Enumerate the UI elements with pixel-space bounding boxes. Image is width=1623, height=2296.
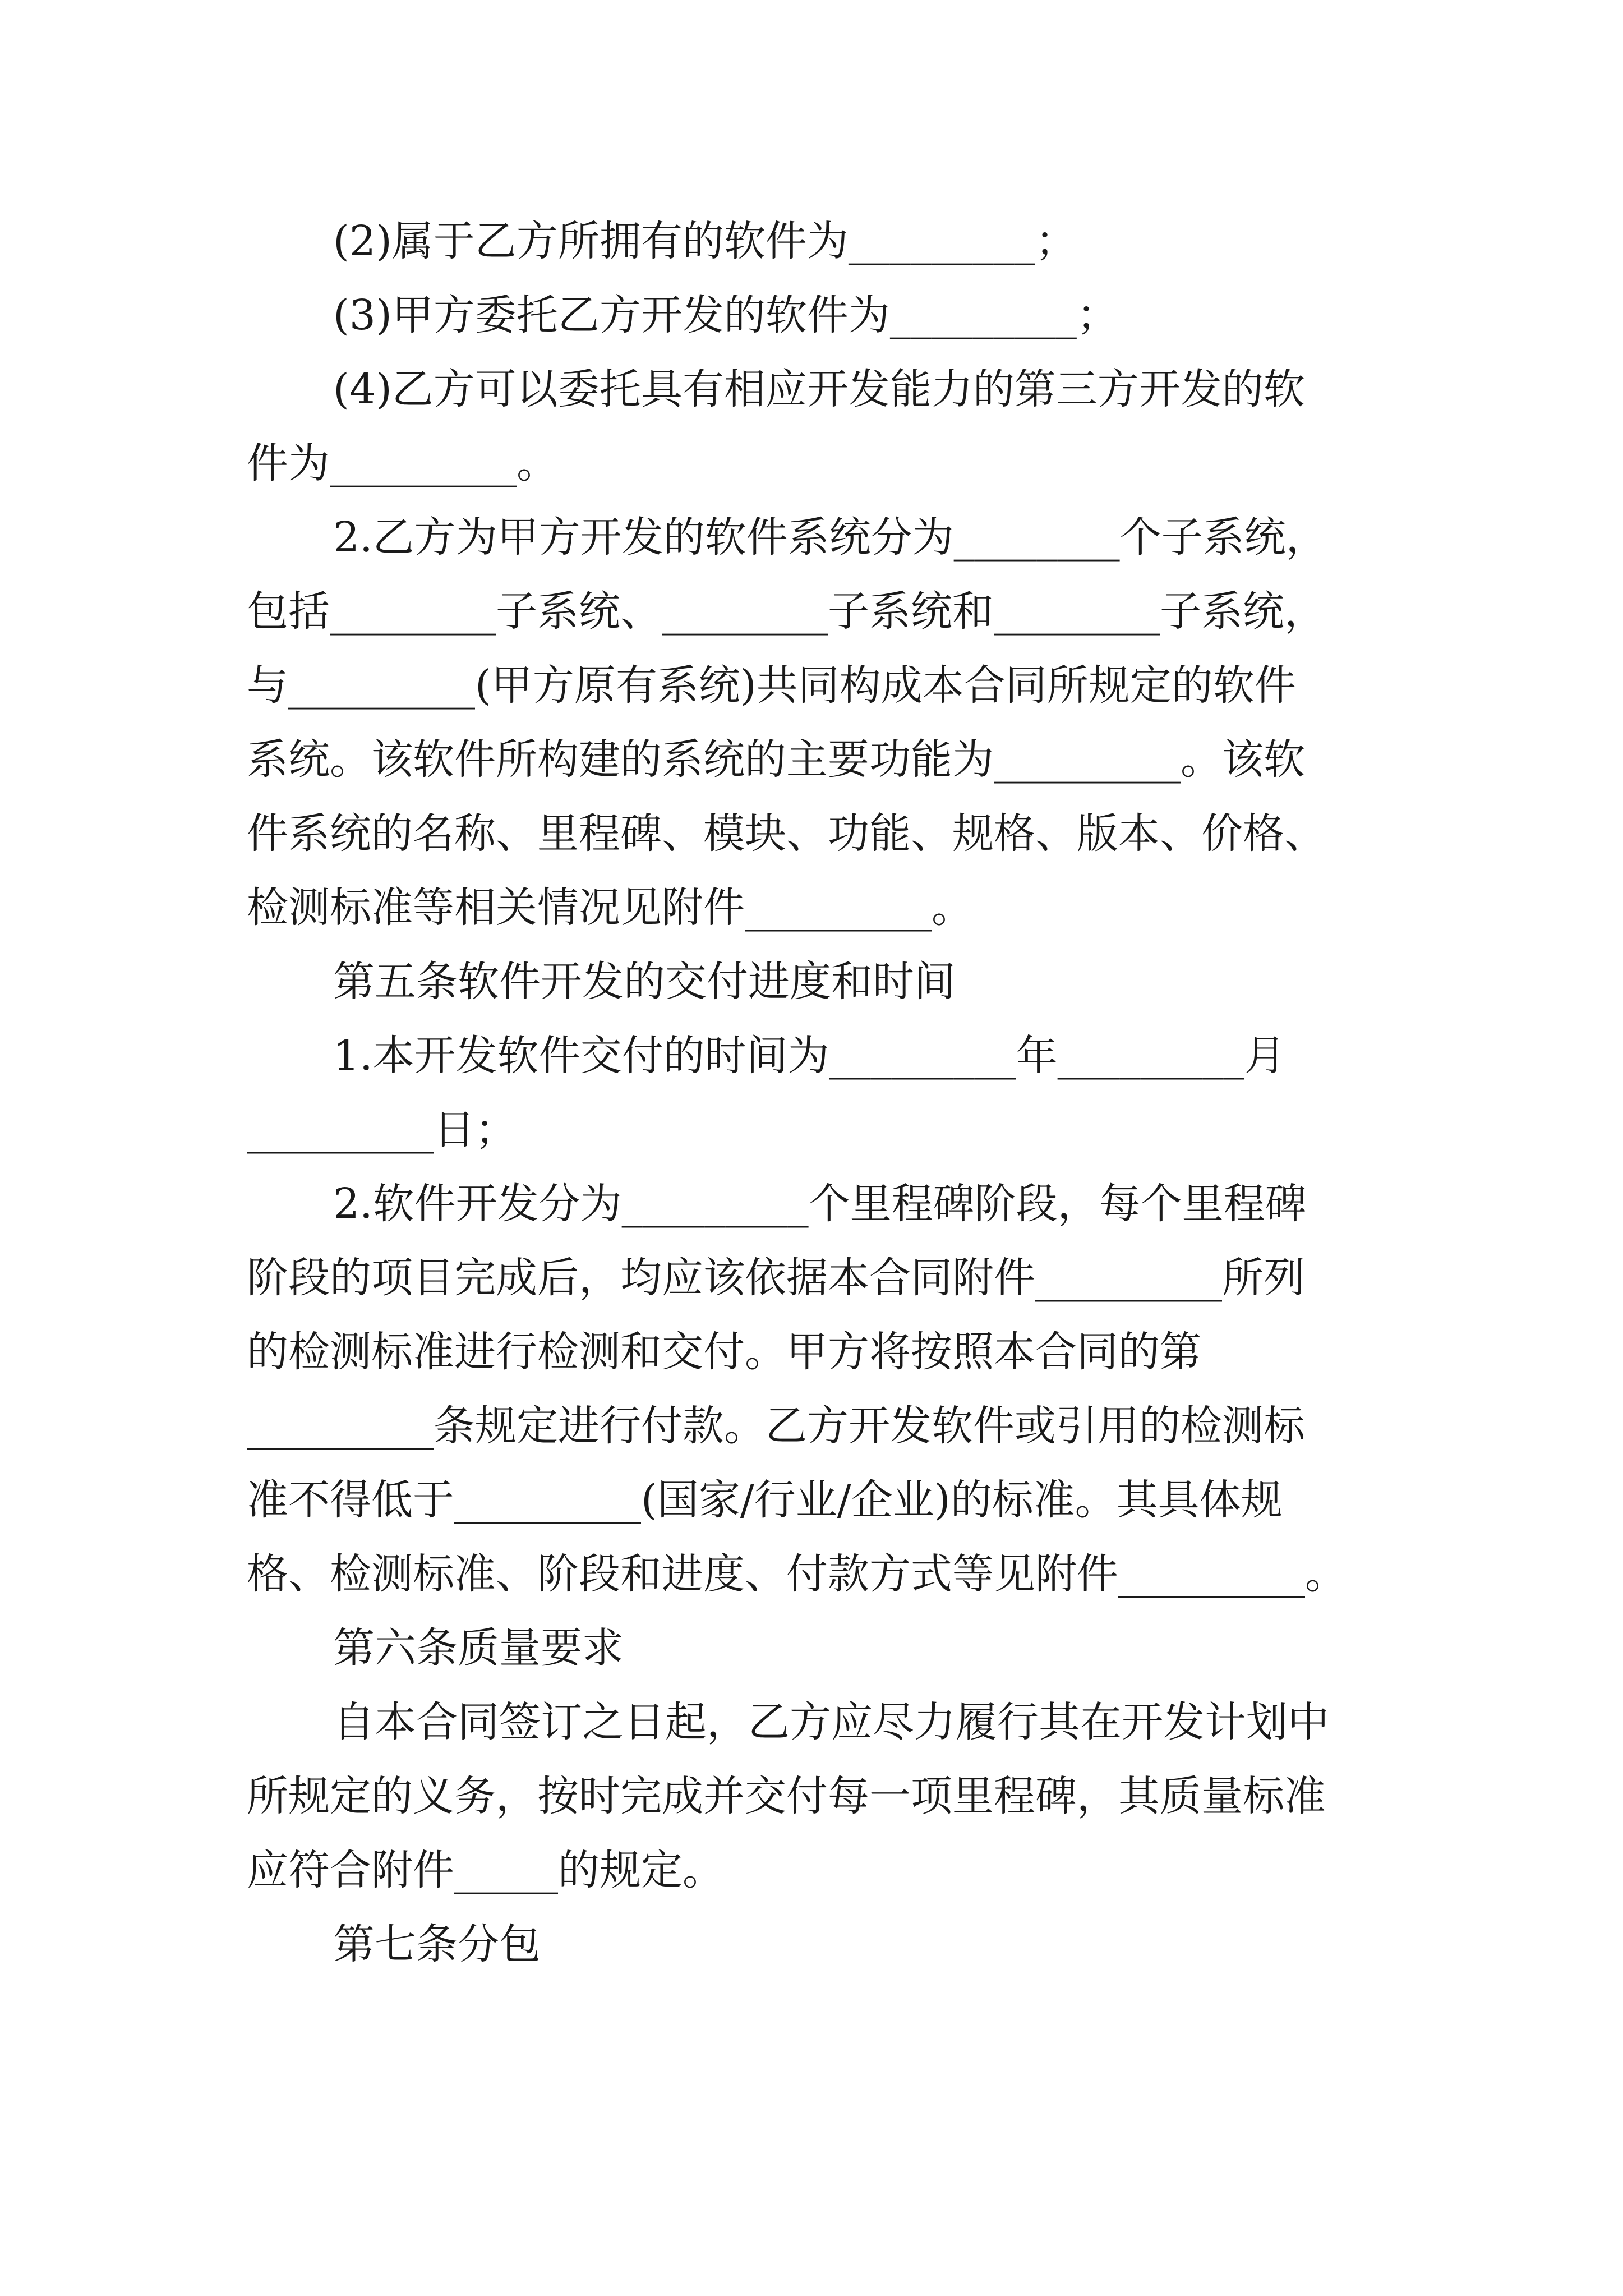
clause-4-para-2-line-2: 包括________子系统、________子系统和________子系统，	[247, 587, 1326, 636]
clause-4-para-2-line-4: 系统。该软件所构建的系统的主要功能为_________。该软	[247, 735, 1305, 784]
clause-4-para-2-line-5: 件系统的名称、里程碑、模块、功能、规格、版本、价格、	[247, 809, 1326, 858]
clause-6-heading: 第六条质量要求	[333, 1624, 624, 1672]
clause-5-para-2-line-5: 准不得低于_________(国家/行业/企业)的标准。其具体规	[247, 1476, 1283, 1524]
clause-5-para-2-line-4: _________条规定进行付款。乙方开发软件或引用的检测标	[247, 1402, 1305, 1450]
clause-5-para-2-line-3: 的检测标准进行检测和交付。甲方将按照本合同的第	[247, 1328, 1201, 1376]
clause-7-heading: 第七条分包	[333, 1920, 541, 1968]
clause-4-para-2-line-6: 检测标准等相关情况见附件_________。	[247, 884, 973, 932]
clause-4-para-2-line-3: 与_________(甲方原有系统)共同构成本合同所规定的软件	[247, 661, 1296, 710]
clause-4-item-2: (2)属于乙方所拥有的软件为_________；	[333, 217, 1077, 265]
clause-5-para-2-line-1: 2.软件开发分为_________个里程碑阶段，每个里程碑	[333, 1180, 1307, 1228]
clause-5-para-1-line-1: 1.本开发软件交付的时间为_________年_________月	[333, 1032, 1286, 1080]
clause-5-para-2-line-6: 格、检测标准、阶段和进度、付款方式等见附件_________。	[247, 1550, 1347, 1598]
clause-6-para-line-3: 应符合附件_____的规定。	[247, 1846, 724, 1894]
clause-4-item-4-line-1: (4)乙方可以委托具有相应开发能力的第三方开发的软	[333, 365, 1305, 413]
clause-4-item-3: (3)甲方委托乙方开发的软件为_________；	[333, 291, 1118, 339]
clause-4-item-4-line-2: 件为_________。	[247, 439, 558, 487]
clause-4-para-2-line-1: 2.乙方为甲方开发的软件系统分为________个子系统，	[333, 513, 1327, 562]
clause-6-para-line-2: 所规定的义务，按时完成并交付每一项里程碑，其质量标准	[247, 1772, 1326, 1820]
clause-5-para-1-line-2: _________日；	[247, 1106, 517, 1154]
clause-6-para-line-1: 自本合同签订之日起，乙方应尽力履行其在开发计划中	[333, 1698, 1329, 1746]
clause-5-para-2-line-2: 阶段的项目完成后，均应该依据本合同附件_________所列	[247, 1254, 1305, 1302]
clause-5-heading: 第五条软件开发的交付进度和时间	[333, 958, 956, 1006]
